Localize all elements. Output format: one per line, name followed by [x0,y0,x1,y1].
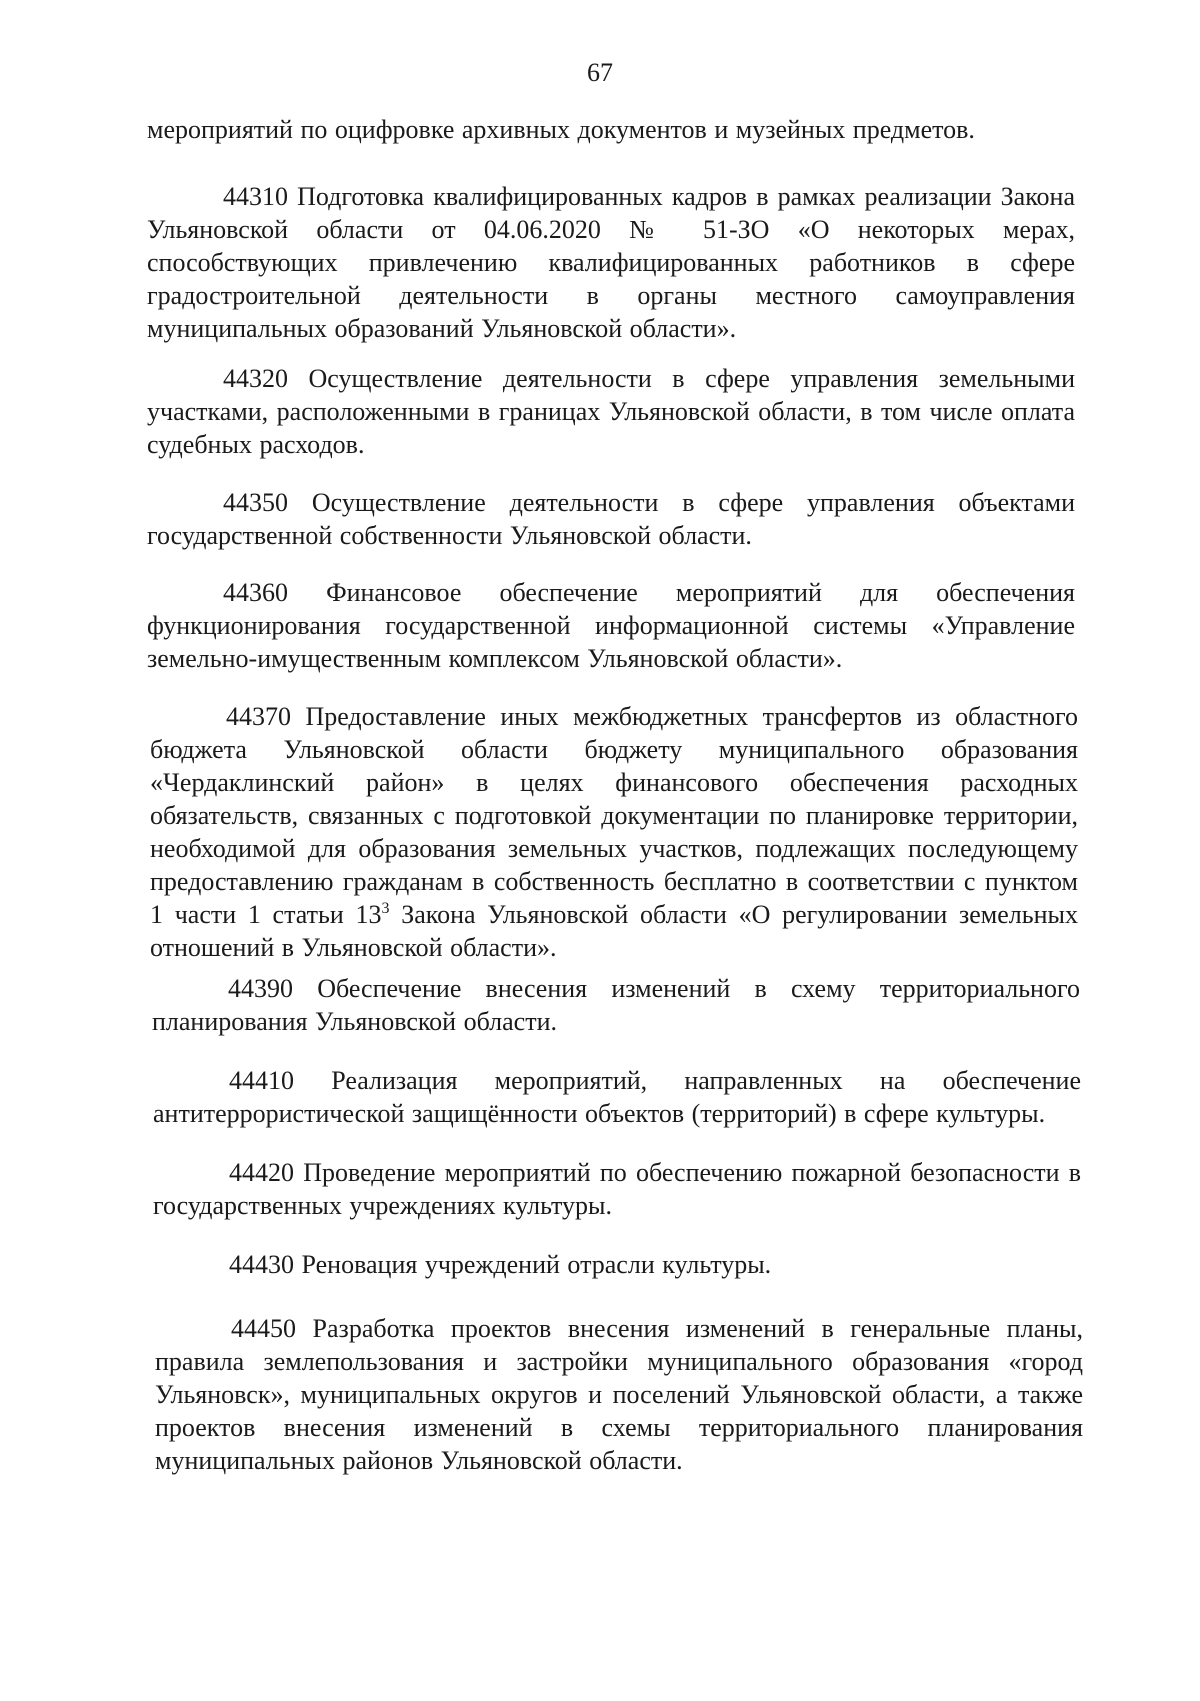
paragraph-44360: 44360 Финансовое обеспечение мероприятий для обеспечения функционирования государственной информационной системы «Управление земельно-имущественным комплексом Ульяновской области». [147,578,1075,673]
paragraph-44410: 44410 Реализация мероприятий, направленных на обеспечение антитеррористической защищённости объектов (территорий) в сфере культуры. [153,1066,1081,1128]
article-superscript: 3 [381,900,390,917]
paragraph-44420: 44420 Проведение мероприятий по обеспечению пожарной безопасности в государственных учреждениях культуры. [153,1158,1081,1220]
paragraph-44430: 44430 Реновация учреждений отрасли культуры. [229,1250,772,1279]
paragraph-44390: 44390 Обеспечение внесения изменений в схему территориального планирования Ульяновской области. [152,974,1080,1036]
paragraph-44350: 44350 Осуществление деятельности в сфере управления объектами государственной собственности Ульяновской области. [147,488,1075,550]
paragraph-continuation: мероприятий по оцифровке архивных документов и музейных предметов. [147,115,975,144]
paragraph-44310: 44310 Подготовка квалифицированных кадров в рамках реализации Закона Ульяновской области от 04.06.2020 № 51-ЗО «О некоторых мерах, способствующих привлечению квалифицированных работников в сфере градостроительной деятельности в органы местного самоуправления муниципальных образований Ульяновской области». [147,182,1075,343]
paragraph-44450: 44450 Разработка проектов внесения изменений в генеральные планы, правила землепользования и застройки муниципального образования «город Ульяновск», муниципальных округов и поселений Ульяновской области, а также проектов внесения изменений в схемы территориального планирования муниципальных районов Ульяновской области. [155,1314,1083,1475]
page-number: 67 [587,58,613,87]
paragraph-44370 [150,700,1078,964]
paragraph-44320: 44320 Осуществление деятельности в сфере управления земельными участками, расположенными в границах Ульяновской области, в том числе оплата судебных расходов. [147,364,1075,459]
paragraph-44370-text-end: Закона Ульяновской области «О регулировании земельных отношений в Ульяновской области». [150,900,1078,962]
paragraph-44370-text-start: 44370 Предоставление иных межбюджетных трансфертов из областного бюджета Ульяновской области бюджету муниципального образования «Чердаклинский район» в целях финансового обеспечения расходных обязательств, связанных с подготовкой документации по планировке территории, необходимой для образования земельных участков, подлежащих последующему предоставлению гражданам в собственность бесплатно в соответствии с пунктом 1 части 1 статьи 13 [150,702,1078,929]
